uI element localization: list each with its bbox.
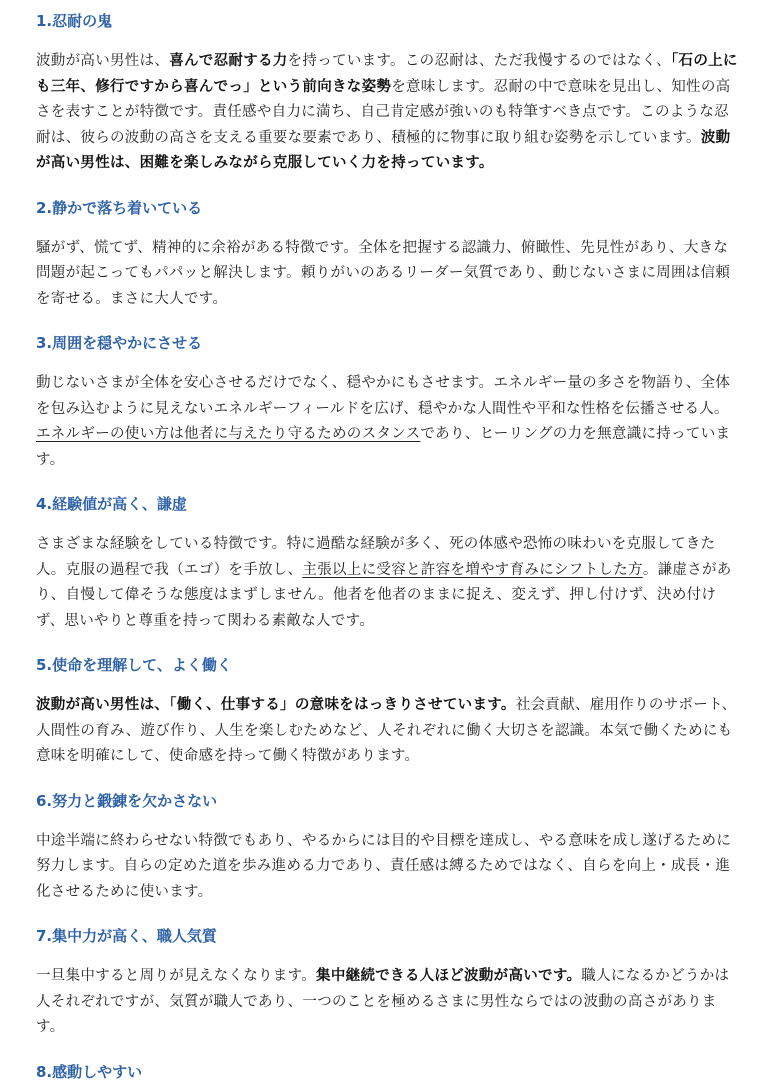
section-paragraph xyxy=(36,829,739,906)
bold-text: 波動が高い男性は、「働く、仕事する」の意味をはっきりさせています。 xyxy=(36,697,516,713)
section-paragraph xyxy=(36,532,739,634)
section-heading: 6.努力と鍛錬を欠かさない xyxy=(36,791,218,810)
section-heading: 3.周囲を穏やかにさせる xyxy=(36,334,203,352)
section-paragraph xyxy=(36,49,739,177)
bold-text: 「石の上にも三年、修行ですから喜んでっ」という前向きな姿勢 xyxy=(36,53,738,95)
section-heading: 2.静かで落ち着いている xyxy=(36,198,203,217)
text-run: さまざまな経験をしている特徴です。特に過酷な経験が多く、死の体感や恐怖の味わいを克服してきた人。克服の過程で我（エゴ）を手放し、 xyxy=(36,536,716,578)
section-paragraph xyxy=(36,693,739,770)
text-run: 。謙虚さがあり、自慢して偉そうな態度はまずしません。他者を他者のままに捉え、変えず、押し付けず、決め付けず、思いやりと尊重を持って関わる素敵な人です。 xyxy=(36,561,732,629)
section-paragraph xyxy=(36,371,739,473)
text-run: 騒がず、慌てず、精神的に余裕がある特徴です。全体を把握する認識力、俯瞰性、先見性があり、大きな問題が起こってもパパッと解決します。頼りがいのあるリーダー気質であり、動じないさまに周囲は信頼を寄せる。まさに大人です。 xyxy=(36,239,731,307)
bold-text: 集中継続できる人ほど波動が高いです。 xyxy=(316,968,582,984)
section-heading: 8.感動しやすい xyxy=(36,1062,143,1081)
section-heading: 4.経験値が高く、謙虚 xyxy=(36,495,187,513)
text-run: を意味します。忍耐の中で意味を見出し、知性の高さを表すことが特徴です。責任感や自力に満ち、自己肯定感が強いのも特筆すべき点です。このような忍耐は、彼らの波動の高さを支える重要な要素であり、積極的に物事に取り組む姿勢を示しています。 xyxy=(36,78,731,146)
text-run: 一旦集中すると周りが見えなくなります。 xyxy=(36,968,317,984)
text-run: 職人になるかどうかは人それぞれですが、気質が職人であり、一つのことを極めるさまに男性ならではの波動の高さがあります。 xyxy=(36,968,730,1035)
text-run: 中途半端に終わらせない特徴でもあり、やるからには目的や目標を達成し、やる意味を成し遂げるために努力します。自らの定めた道を歩み進める力であり、責任感は縛るためではなく、自らを向上・成長・進化させるために使います。 xyxy=(36,832,732,900)
underlined-text: エネルギーの使い方は他者に与えたり守るためのスタンス xyxy=(36,426,421,442)
text-run: であり、ヒーリングの力を無意識に持っています。 xyxy=(36,426,731,468)
text-run: 動じないさまが全体を安心させるだけでなく、穏やかにもさせます。エネルギー量の多さを物語り、全体を包み込むように見えないエネルギーフィールドを広げ、穏やかな人間性や平和な性格を伝播させる人。 xyxy=(36,375,731,417)
bold-text: 波動が高い男性は、困難を楽しみながら克服していく力を持っています。 xyxy=(36,129,731,171)
section-heading: 7.集中力が高く、職人気質 xyxy=(36,927,217,945)
section-heading: 1.忍耐の鬼 xyxy=(36,12,113,30)
text-run: を持っています。この忍耐は、ただ我慢するのではなく、 xyxy=(287,53,671,69)
text-run: 波動が高い男性は、 xyxy=(36,53,170,69)
section-paragraph xyxy=(36,236,739,313)
section-heading: 5.使命を理解して、よく働く xyxy=(36,656,232,674)
text-run: 社会貢献、雇用作りのサポート、人間性の育み、遊び作り、人生を楽しむためなど、人それぞれに働く大切さを認識。本気で働くためにも意味を明確にして、使命感を持って働く特徴があります。 xyxy=(36,697,737,764)
section-paragraph xyxy=(36,964,739,1041)
bold-text: 喜んで忍耐する力 xyxy=(169,53,288,69)
underlined-text: 主張以上に受容と許容を増やす育みにシフトした方 xyxy=(302,561,643,578)
